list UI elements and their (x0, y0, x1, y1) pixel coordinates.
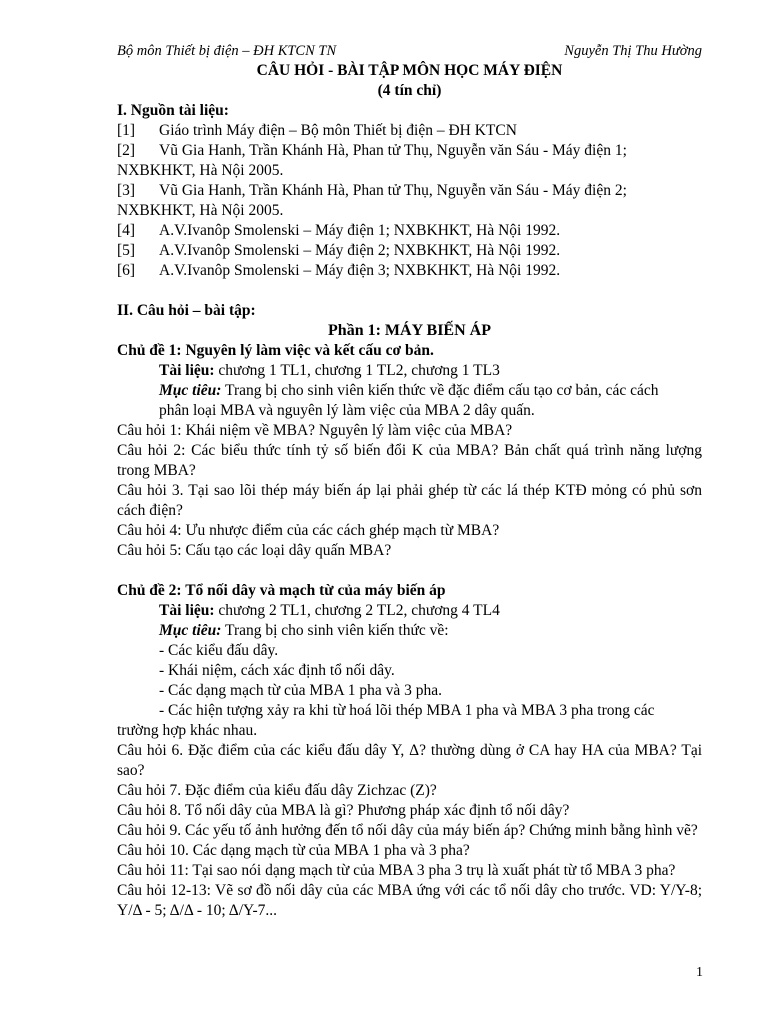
question-item: Câu hỏi 4: Ưu nhược điểm của các cách ghép mạch từ MBA? (117, 522, 500, 539)
materials-label: Tài liệu: (159, 602, 215, 619)
reference-number: [2] (117, 142, 136, 159)
reference-item (117, 141, 702, 161)
objective-text: Trang bị cho sinh viên kiến thức về: (221, 622, 449, 639)
question-item: Câu hỏi 6. Đặc điểm của các kiểu đấu dây Y, Δ? thường dùng ở CA hay HA của MBA? Tại sao? (117, 742, 702, 779)
objective-text: Trang bị cho sinh viên kiến thức về đặc điểm cấu tạo cơ bản, các cách (221, 382, 659, 399)
reference-number: [1] (117, 122, 136, 139)
reference-list (117, 121, 702, 281)
materials-label: Tài liệu: (159, 362, 215, 379)
document-subtitle: (4 tín chỉ) (377, 82, 442, 99)
document-title: CÂU HỎI - BÀI TẬP MÔN HỌC MÁY ĐIỆN (256, 62, 563, 79)
page-number: 1 (696, 965, 703, 980)
reference-text-cont: NXBKHKT, Hà Nội 2005. (117, 162, 284, 179)
question-item: Câu hỏi 2: Các biểu thức tính tỷ số biến đổi K của MBA? Bản chất quá trình năng lượng trong MBA? (117, 442, 702, 479)
topic-1-objective (117, 381, 702, 401)
reference-number: [5] (117, 242, 136, 259)
objective-bullet: - Các hiện tượng xảy ra khi từ hoá lõi thép MBA 1 pha và MBA 3 pha trong các (159, 702, 655, 719)
reference-text: Vũ Gia Hanh, Trần Khánh Hà, Phan tử Thụ, Nguyễn văn Sáu - Máy điện 2; (159, 182, 627, 199)
part-heading: Phần 1: MÁY BIẾN ÁP (328, 322, 491, 339)
topic-2-materials (117, 601, 702, 621)
reference-text: Giáo trình Máy điện – Bộ môn Thiết bị điện – ĐH KTCN (159, 122, 517, 139)
question-item: Câu hỏi 11: Tại sao nói dạng mạch từ của MBA 3 pha 3 trụ là xuất phát từ tổ MBA 3 pha? (117, 862, 676, 879)
reference-item (117, 221, 702, 241)
reference-number: [4] (117, 222, 136, 239)
materials-text: chương 1 TL1, chương 1 TL2, chương 1 TL3 (214, 362, 500, 379)
reference-text: Vũ Gia Hanh, Trần Khánh Hà, Phan tử Thụ, Nguyễn văn Sáu - Máy điện 1; (159, 142, 627, 159)
materials-text: chương 2 TL1, chương 2 TL2, chương 4 TL4 (214, 602, 500, 619)
question-item: Câu hỏi 7. Đặc điểm của kiểu đấu dây Zichzac (Z)? (117, 782, 437, 799)
reference-number: [3] (117, 182, 136, 199)
header-right: Nguyễn Thị Thu Hường (564, 43, 702, 59)
reference-item (117, 181, 702, 201)
objective-bullets (117, 641, 702, 721)
bullet-continuation: trường hợp khác nhau. (117, 722, 258, 739)
question-item: Câu hỏi 8. Tổ nối dây của MBA là gì? Phương pháp xác định tổ nối dây? (117, 802, 570, 819)
question-item: Câu hỏi 9. Các yếu tố ảnh hưởng đến tổ nối dây của máy biến áp? Chứng minh bằng hình vẽ? (117, 822, 698, 839)
header-left: Bộ môn Thiết bị điện – ĐH KTCN TN (117, 43, 337, 59)
objective-label: Mục tiêu: (159, 622, 222, 639)
objective-bullet: - Các dạng mạch từ của MBA 1 pha và 3 pha. (159, 682, 443, 699)
topic-1-materials (117, 361, 702, 381)
reference-text-cont: NXBKHKT, Hà Nội 2005. (117, 202, 284, 219)
reference-text: A.V.Ivanôp Smolenski – Máy điện 2; NXBKHKT, Hà Nội 1992. (159, 242, 561, 259)
objective-bullet: - Các kiểu đấu dây. (159, 642, 279, 659)
reference-item (117, 121, 702, 141)
section-1-heading: I. Nguồn tài liệu: (117, 102, 229, 119)
topic-1-heading: Chủ đề 1: Nguyên lý làm việc và kết cấu cơ bản. (117, 342, 434, 359)
section-2-heading: II. Câu hỏi – bài tập: (117, 302, 256, 319)
question-item: Câu hỏi 3. Tại sao lõi thép máy biến áp lại phải ghép từ các lá thép KTĐ mỏng có phủ sơn cách điện? (117, 482, 702, 519)
topic-2-questions (117, 741, 702, 921)
objective-label: Mục tiêu: (159, 382, 222, 399)
reference-item (117, 241, 702, 261)
question-item: Câu hỏi 12-13: Vẽ sơ đồ nối dây của các MBA ứng với các tổ nối dây cho trước. VD: Y/Y-8; Y/Δ - 5; Δ/Δ - 10; Δ/Y-7... (117, 882, 702, 919)
document-page (117, 41, 702, 921)
objective-bullet: - Khái niệm, cách xác định tổ nối dây. (159, 662, 395, 679)
topic-1-objective-cont: phân loại MBA và nguyên lý làm việc của MBA 2 dây quấn. (159, 402, 535, 419)
reference-text: A.V.Ivanôp Smolenski – Máy điện 3; NXBKHKT, Hà Nội 1992. (159, 262, 561, 279)
reference-text: A.V.Ivanôp Smolenski – Máy điện 1; NXBKHKT, Hà Nội 1992. (159, 222, 561, 239)
topic-2-heading: Chủ đề 2: Tổ nối dây và mạch từ của máy biến áp (117, 582, 446, 599)
question-item: Câu hỏi 10. Các dạng mạch từ của MBA 1 pha và 3 pha? (117, 842, 470, 859)
reference-item (117, 261, 702, 281)
question-item: Câu hỏi 5: Cấu tạo các loại dây quấn MBA? (117, 542, 392, 559)
topic-2-objective (117, 621, 702, 641)
topic-1-questions (117, 421, 702, 561)
question-item: Câu hỏi 1: Khái niệm về MBA? Nguyên lý làm việc của MBA? (117, 422, 513, 439)
running-header (117, 41, 702, 61)
reference-number: [6] (117, 262, 136, 279)
